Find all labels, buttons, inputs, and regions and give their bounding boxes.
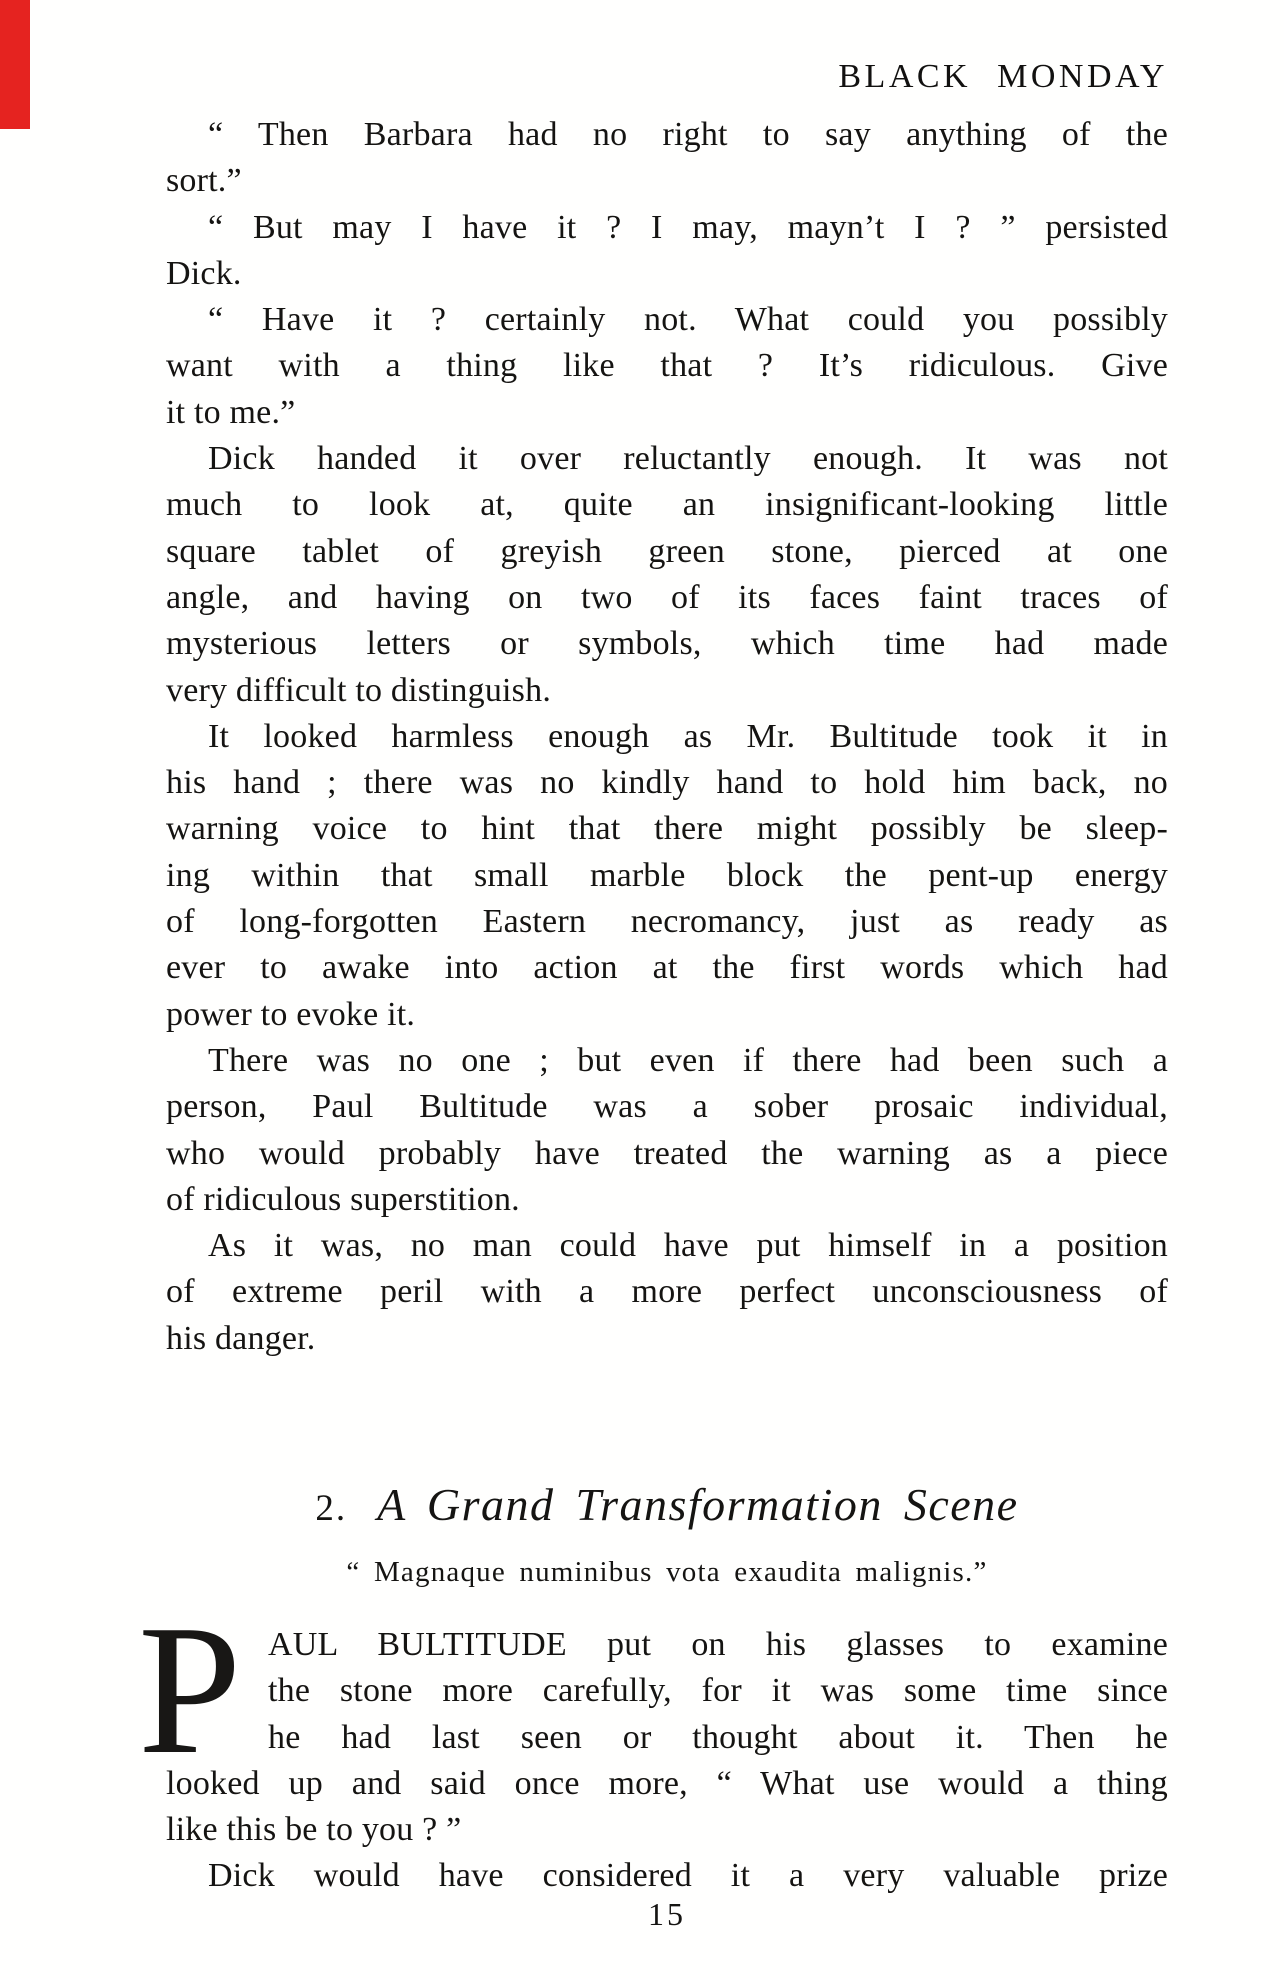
text-line: angle, and having on two of its faces faint traces of	[166, 578, 1168, 616]
scan-artifact-red-strip	[0, 0, 30, 129]
text-line: it to me.”	[166, 393, 296, 431]
text-line: his danger.	[166, 1319, 316, 1357]
running-header: BLACK MONDAY	[838, 58, 1168, 95]
section-heading	[166, 1478, 1168, 1531]
text-line: Dick would have considered it a very valuable prize	[208, 1857, 1168, 1895]
text-line: who would probably have treated the warning as a piece	[166, 1134, 1168, 1172]
text-line: of ridiculous superstition.	[166, 1180, 520, 1218]
text-line: Dick handed it over reluctantly enough. It was not	[208, 440, 1168, 478]
text-line: much to look at, quite an insignificant-looking little	[166, 486, 1168, 524]
text-line: want with a thing like that ? It’s ridiculous. Give	[166, 347, 1168, 385]
text-line: Dick.	[166, 254, 242, 292]
text-line: looked up and said once more, “ What use would a thing	[166, 1764, 1168, 1802]
text-line: sort.”	[166, 162, 242, 200]
text-line: As it was, no man could have put himself in a position	[208, 1227, 1168, 1265]
text-line: very difficult to distinguish.	[166, 671, 552, 709]
page-number: 15	[648, 1896, 686, 1932]
text-line: AUL BULTITUDE put on his glasses to examine	[268, 1626, 1168, 1663]
section-title: A Grand Transformation Scene	[377, 1479, 1019, 1530]
text-line: mysterious letters or symbols, which time had made	[166, 625, 1168, 663]
text-line: ing within that small marble block the pent-up energy	[166, 856, 1168, 894]
drop-cap-initial: P	[138, 1587, 242, 1793]
text-line: “ Then Barbara had no right to say anything of the	[208, 116, 1168, 153]
text-line: There was no one ; but even if there had been such a	[208, 1041, 1168, 1079]
text-line: of extreme peril with a more perfect unconsciousness of	[166, 1273, 1168, 1311]
text-line: “ But may I have it ? I may, mayn’t I ? ” persisted	[208, 208, 1168, 246]
text-line: power to evoke it.	[166, 995, 416, 1033]
text-line: It looked harmless enough as Mr. Bultitude took it in	[208, 717, 1168, 755]
section-epigraph: “ Magnaque numinibus vota exaudita malignis.”	[346, 1556, 988, 1588]
text-line: square tablet of greyish green stone, pierced at one	[166, 532, 1168, 570]
text-line: “ Have it ? certainly not. What could you possibly	[208, 301, 1168, 339]
text-line: his hand ; there was no kindly hand to hold him back, no	[166, 764, 1168, 802]
text-line: like this be to you ? ”	[166, 1811, 462, 1849]
text-line: of long-forgotten Eastern necromancy, just as ready as	[166, 903, 1168, 941]
section-number: 2.	[315, 1488, 348, 1529]
section-body	[138, 1587, 1168, 1900]
text-line: the stone more carefully, for it was some time since	[268, 1672, 1168, 1710]
text-column	[166, 112, 1168, 1362]
text-line: warning voice to hint that there might possibly be sleep-	[166, 810, 1168, 848]
text-line: ever to awake into action at the first words which had	[166, 949, 1168, 987]
text-line: person, Paul Bultitude was a sober prosaic individual,	[166, 1088, 1168, 1126]
text-line: he had last seen or thought about it. Then he	[268, 1718, 1168, 1756]
